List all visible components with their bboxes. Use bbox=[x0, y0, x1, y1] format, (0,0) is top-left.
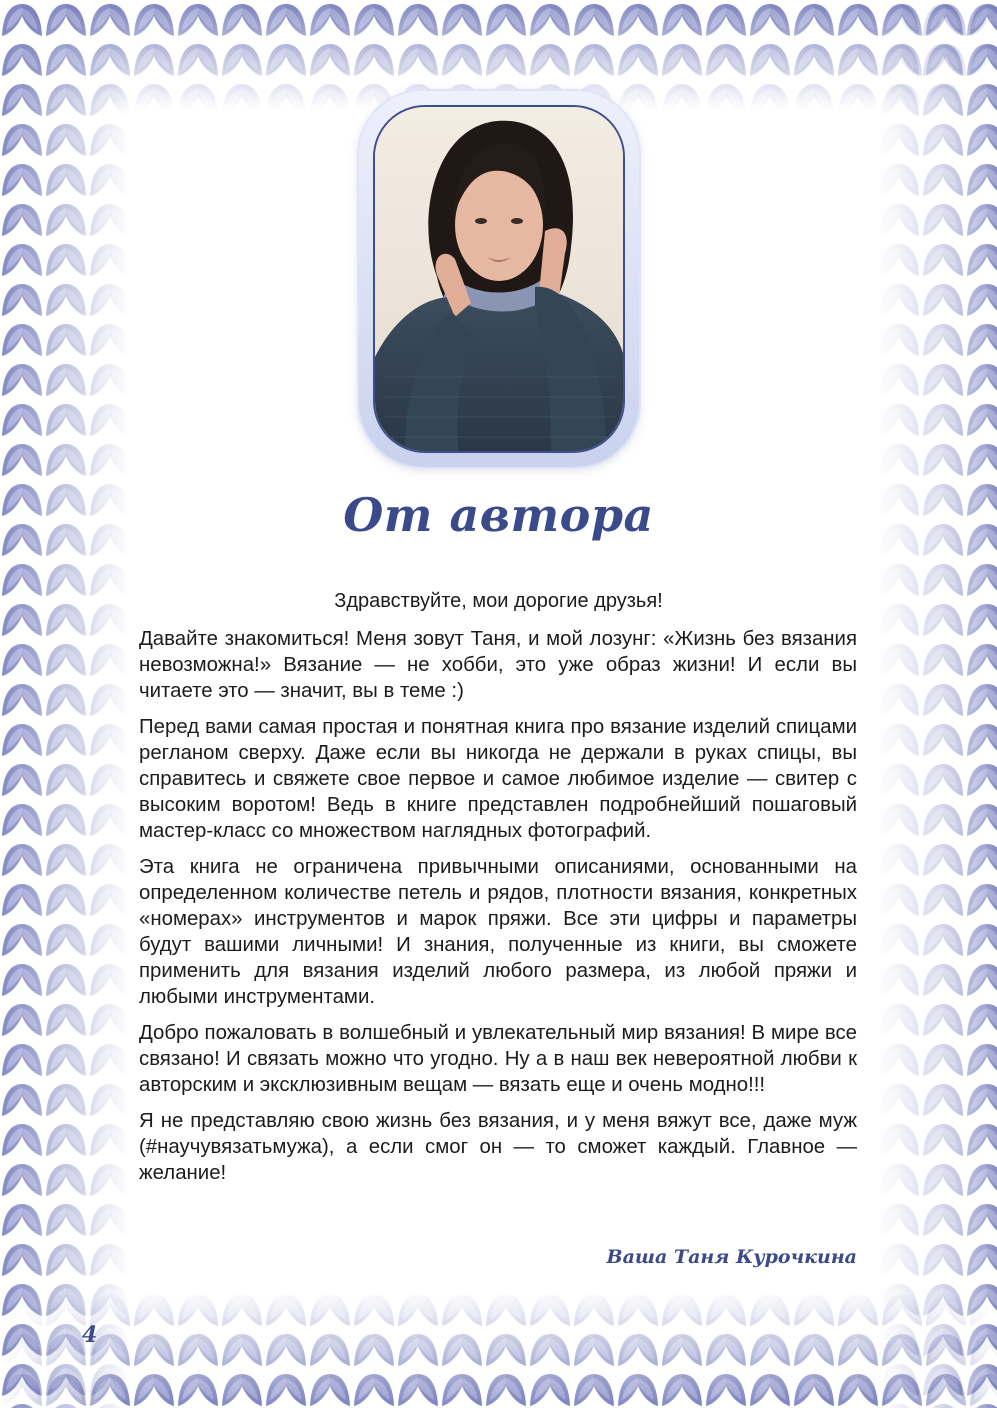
knit-border-bottom bbox=[0, 1290, 997, 1408]
paragraph: Я не представляю свою жизнь без вязания, и у меня вяжут все, даже муж (#научувязатьмужа), а если смог он — то сможет каждый. Главное — желание! bbox=[139, 1110, 857, 1184]
author-signature: Ваша Таня Курочкина bbox=[606, 1246, 857, 1268]
paragraph: Перед вами самая простая и понятная книга про вязание изделий спицами регланом сверху. Даже если вы никогда не держали в руках спицы, вы справитесь и свяжете свое первое и самое любимое изделие — свитер с высоким воротом! Ведь в книге представлен подробнейший пошаговый мастер-класс со множеством наглядных фотографий. bbox=[139, 716, 857, 842]
knit-border-left bbox=[0, 0, 130, 1408]
paragraph: Эта книга не ограничена привычными описаниями, основанными на определенном количестве петель и рядов, плотности вязания, конкретных «номерах» инструментов и марок пряжи. Все эти цифры и параметры будут вашими личными! И знания, полученные из книги, вы сможете применить для вязания изделий любого размера, из любой пряжи и любыми инструментами. bbox=[139, 856, 857, 1008]
author-photo-icon bbox=[375, 107, 623, 451]
author-photo-frame bbox=[359, 91, 639, 467]
paragraph: Давайте знакомиться! Меня зовут Таня, и мой лозунг: «Жизнь без вязания невозможна!» Вязание — не хобби, это уже образ жизни! И если вы читаете это — значит, вы в теме :) bbox=[139, 628, 857, 702]
page-title: От автора bbox=[343, 488, 654, 542]
paragraph: Добро пожаловать в волшебный и увлекательный мир вязания! В мире все связано! И связать можно что угодно. Ну а в наш век невероятной любви к авторским и эксклюзивным вещам — вязать еще и очень модно!!! bbox=[139, 1022, 857, 1096]
greeting: Здравствуйте, мои дорогие друзья! bbox=[334, 590, 663, 612]
page-number: 4 bbox=[82, 1322, 98, 1348]
author-photo bbox=[373, 105, 625, 453]
body-text bbox=[139, 626, 857, 1196]
knit-border-right bbox=[877, 0, 997, 1408]
